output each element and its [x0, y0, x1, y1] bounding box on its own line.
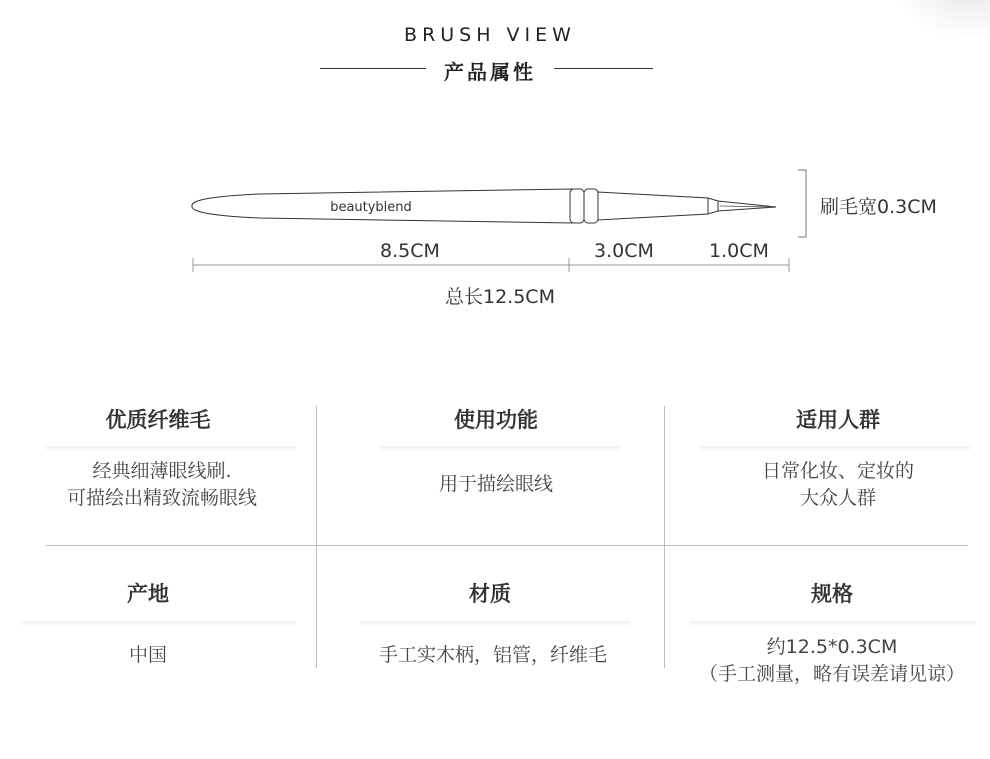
spec-title-rule — [700, 446, 970, 452]
segment-handle-label: 8.5CM — [380, 240, 440, 262]
spec-line: 可描绘出精致流畅眼线 — [66, 487, 257, 509]
spec-body — [20, 458, 304, 512]
spec-body — [340, 642, 646, 669]
brush-ferrule — [598, 192, 708, 220]
spec-line: 经典细薄眼线刷. — [92, 460, 232, 482]
spec-title: 适用人群 — [796, 408, 880, 432]
spec-line: 约12.5*0.3CM — [766, 636, 898, 658]
spec-line: 手工实木柄，铝管，纤维毛 — [378, 644, 607, 666]
spec-title-rule — [46, 446, 296, 452]
grid-divider-v1 — [316, 406, 317, 668]
spec-title: 产地 — [127, 582, 169, 606]
spec-line: 大众人群 — [799, 487, 876, 509]
spec-line: 中国 — [128, 644, 167, 666]
spec-line: 用于描绘眼线 — [438, 473, 553, 495]
spec-title-rule — [690, 621, 976, 627]
segment-bristle-label: 1.0CM — [709, 240, 769, 262]
spec-title-rule — [360, 621, 630, 627]
brush-ring-left — [570, 189, 584, 223]
spec-title-rule — [380, 446, 620, 452]
brush-tip-base — [708, 198, 718, 214]
brush-illustration — [0, 0, 990, 320]
total-length-label: 总长12.5CM — [445, 286, 555, 308]
spec-body — [700, 458, 976, 512]
segment-ferrule-label: 3.0CM — [594, 240, 654, 262]
spec-title: 优质纤维毛 — [105, 408, 211, 432]
spec-line: （手工测量，略有误差请见谅） — [698, 663, 965, 685]
brush-ring-right — [584, 189, 598, 223]
spec-line: 日常化妆、定妆的 — [761, 460, 914, 482]
width-bracket — [798, 170, 806, 237]
brush-brand: beautyblend — [330, 200, 412, 215]
spec-title-rule — [20, 621, 296, 627]
spec-body — [366, 471, 626, 498]
grid-divider-v2 — [664, 406, 665, 668]
spec-title: 规格 — [811, 582, 853, 606]
spec-title: 材质 — [469, 582, 511, 606]
grid-divider-h — [46, 545, 968, 546]
brush-width-label: 刷毛宽0.3CM — [820, 196, 937, 218]
spec-title: 使用功能 — [454, 408, 538, 432]
header-title-en: BRUSH VIEW — [404, 24, 576, 46]
header-title-zh: 产品属性 — [444, 60, 536, 84]
spec-body — [676, 634, 988, 688]
spec-body — [46, 642, 250, 669]
